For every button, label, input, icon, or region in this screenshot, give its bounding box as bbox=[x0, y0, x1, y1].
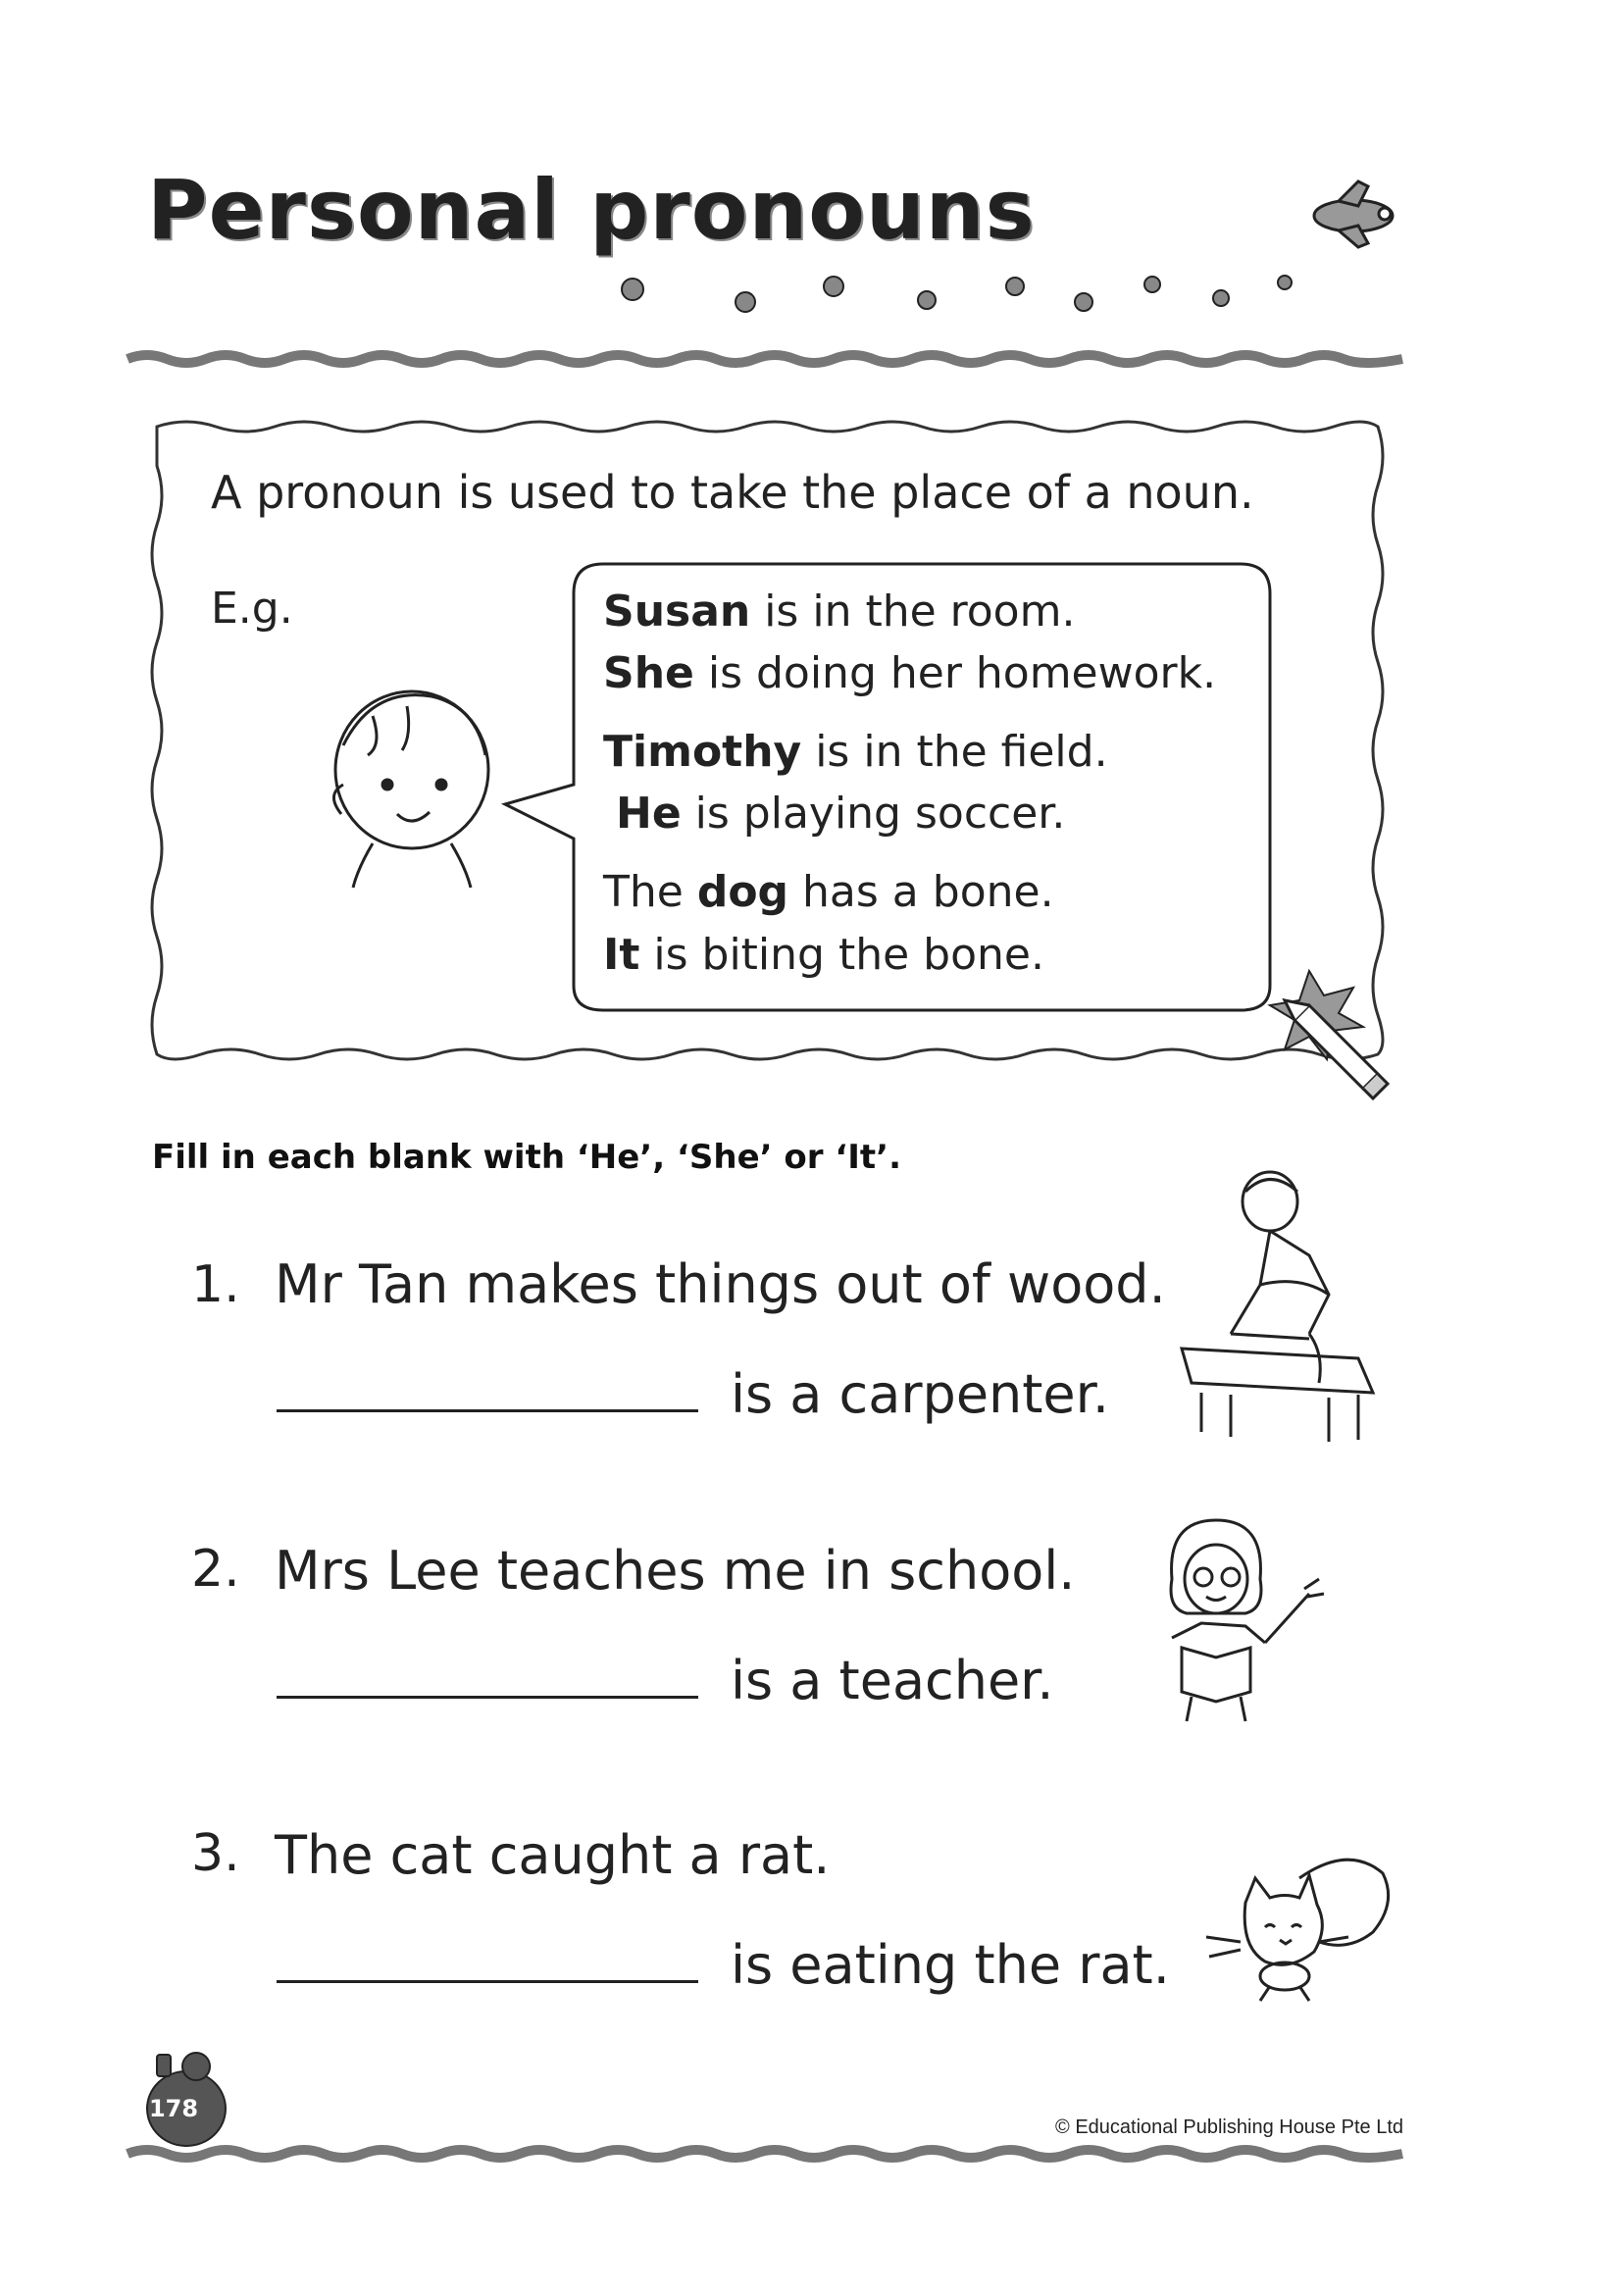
question-sentence: Mr Tan makes things out of wood. bbox=[275, 1253, 1166, 1315]
answer-blank[interactable] bbox=[277, 1980, 698, 1983]
example-bold: Timothy bbox=[603, 727, 802, 777]
definition-text: A pronoun is used to take the place of a noun. bbox=[211, 466, 1254, 519]
copyright: © Educational Publishing House Pte Ltd bbox=[1055, 2116, 1403, 2138]
answer-blank[interactable] bbox=[277, 1409, 698, 1412]
carpenter-illustration bbox=[1162, 1167, 1407, 1452]
example-line: Susan is in the room. bbox=[603, 586, 1076, 637]
example-bold: It bbox=[603, 930, 640, 980]
example-line: She is doing her homework. bbox=[603, 648, 1217, 698]
boy-face-icon bbox=[314, 677, 510, 892]
pencil-icon bbox=[1270, 966, 1397, 1094]
instruction: Fill in each blank with ‘He’, ‘She’ or ‘It’. bbox=[152, 1138, 902, 1177]
airplane-icon bbox=[1304, 177, 1402, 255]
teacher-illustration bbox=[1142, 1510, 1329, 1726]
page-number: 178 bbox=[148, 2095, 199, 2122]
cat-illustration bbox=[1201, 1844, 1397, 2011]
question-number: 2. bbox=[191, 1540, 240, 1599]
answer-blank[interactable] bbox=[277, 1696, 698, 1699]
question-number: 3. bbox=[191, 1824, 240, 1883]
question-sentence: The cat caught a rat. bbox=[275, 1824, 831, 1886]
top-divider bbox=[127, 351, 1402, 367]
bottom-divider bbox=[127, 2146, 1402, 2162]
example-bold: She bbox=[603, 648, 694, 698]
page-title: Personal pronouns bbox=[147, 162, 1036, 258]
example-line: He is playing soccer. bbox=[616, 789, 1066, 839]
question-sentence: Mrs Lee teaches me in school. bbox=[275, 1540, 1076, 1602]
example-bold: dog bbox=[696, 867, 789, 917]
answer-suffix: is eating the rat. bbox=[731, 1934, 1170, 1996]
example-label: E.g. bbox=[211, 584, 293, 634]
example-line: The dog has a bone. bbox=[603, 867, 1054, 917]
example-bold: Susan bbox=[603, 586, 751, 637]
flower-trail-icon bbox=[608, 265, 1314, 324]
answer-suffix: is a carpenter. bbox=[731, 1363, 1110, 1425]
example-line: Timothy is in the field. bbox=[603, 727, 1108, 777]
example-bold: He bbox=[616, 789, 682, 839]
answer-suffix: is a teacher. bbox=[731, 1650, 1054, 1711]
example-line: It is biting the bone. bbox=[603, 930, 1044, 980]
question-number: 1. bbox=[191, 1255, 240, 1314]
